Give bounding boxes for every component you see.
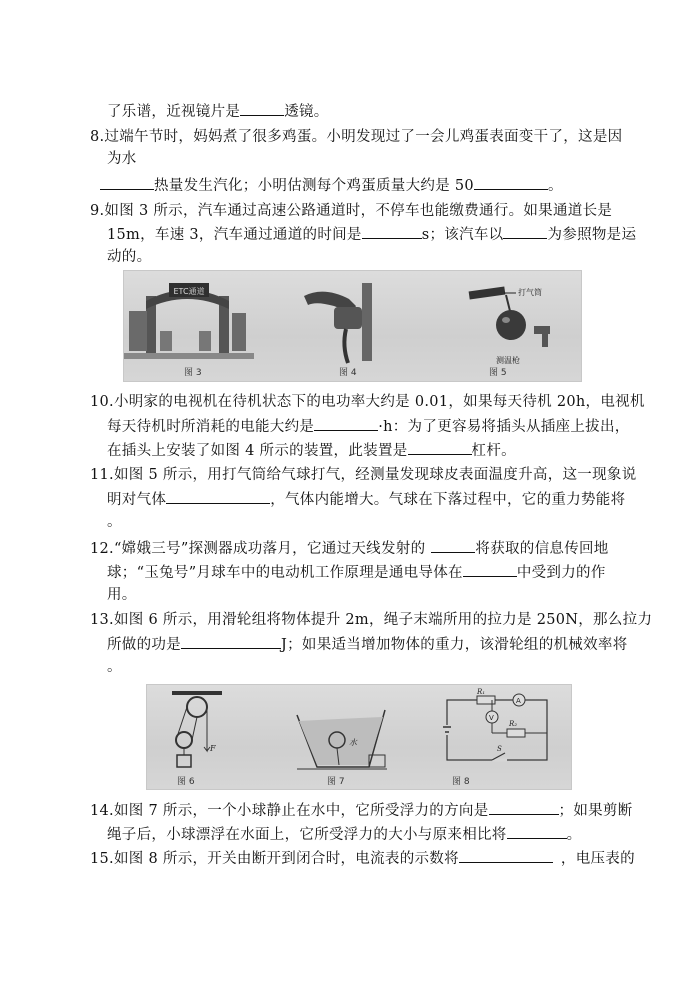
q15-blank-1[interactable] <box>459 848 553 863</box>
q14-line2 <box>107 824 581 845</box>
q13-text-a: 所做的功是 <box>107 637 181 653</box>
q9-line2 <box>107 224 636 245</box>
q11-text-a: 明对气体 <box>107 492 167 508</box>
fig4-plug-lever <box>304 283 372 378</box>
q11-line1: 11.如图 5 所示，用打气筒给气球打气，经测量发现球皮表面温度升高，这一现象说 <box>90 467 637 483</box>
gun-label: 测温枪 <box>496 356 520 365</box>
q9-text-c: 为参照物是运 <box>547 227 637 243</box>
q9-line1: 9.如图 3 所示，汽车通过高速公路通道时，不停车也能缴费通行。如果通道长是 <box>90 203 613 219</box>
q10-blank-1[interactable] <box>314 416 378 431</box>
q13-line3: 。 <box>107 659 122 675</box>
q9-blank-1[interactable] <box>362 224 422 239</box>
q10-line1: 10.小明家的电视机在待机状态下的电功率大约是 0.01，如果每天待机 20h，电视机 <box>90 394 645 410</box>
q13-blank-1[interactable] <box>181 634 281 649</box>
r1-label: R₁ <box>477 688 486 696</box>
q9-text-b: s；该汽车以 <box>421 227 504 243</box>
q12-blank-1[interactable] <box>431 538 475 553</box>
q14-text-d: 。 <box>566 827 582 843</box>
q10-blank-2[interactable] <box>408 440 472 455</box>
q9-text-a: 15m，车速 3，汽车通过通道的时间是 <box>107 227 362 243</box>
fig7-caption: 图 7 <box>327 777 345 787</box>
q7-tail-line <box>107 101 329 122</box>
q10-text-d: 杠杆。 <box>471 443 516 459</box>
q8-line3 <box>100 175 563 196</box>
figure-strip-3-4-5 <box>123 270 582 382</box>
q11-text-b: ，气体内能增大。气球在下落过程中，它的重力势能将 <box>270 492 626 508</box>
q7-text: 了乐谱，近视镜片是 <box>107 104 241 120</box>
fig6-pulley-system <box>172 691 222 787</box>
q15-line1 <box>90 848 635 869</box>
q12-text-a: 12.“嫦娥三号”探测器成功落月，它通过天线发射的 <box>90 541 426 557</box>
fig6-caption: 图 6 <box>177 777 195 787</box>
fig5-caption: 图 5 <box>489 368 507 378</box>
q9-line3: 动的。 <box>107 249 152 265</box>
q11-blank-1[interactable] <box>166 489 270 504</box>
fig7-ball-in-water <box>297 710 387 787</box>
q10-text-c: 在插头上安装了如图 4 所示的装置，此装置是 <box>107 443 408 459</box>
q11-line3: 。 <box>107 514 122 530</box>
fig8-caption: 图 8 <box>452 777 470 787</box>
q7-blank[interactable] <box>240 101 284 116</box>
q12-line1 <box>90 538 609 559</box>
q8-blank-1[interactable] <box>100 175 154 190</box>
q14-text-a: 14.如图 7 所示，一个小球静止在水中，它所受浮力的方向是 <box>90 803 489 819</box>
fig3-etc-gantry <box>124 283 254 378</box>
q8-line2: 为水 <box>107 151 137 167</box>
q12-text-c: 球；“玉兔号”月球车中的电动机工作原理是通电导体在 <box>107 565 463 581</box>
q14-text-b: ；如果剪断 <box>558 803 633 819</box>
q12-line3: 用。 <box>107 587 137 603</box>
r2-label: R₂ <box>509 720 518 728</box>
q10-line2 <box>107 416 630 437</box>
ammeter-label: A <box>516 697 521 705</box>
q9-blank-2[interactable] <box>503 224 547 239</box>
q15-text-a: 15.如图 8 所示，开关由断开到闭合时，电流表的示数将 <box>90 851 459 867</box>
fig8-circuit <box>443 688 547 787</box>
q10-text-a: 每天待机时所消耗的电能大约是 <box>107 419 315 435</box>
fig3-caption: 图 3 <box>184 368 202 378</box>
q13-line2 <box>107 634 628 655</box>
q14-line1 <box>90 800 633 821</box>
etc-sign-text: ETC通道 <box>173 287 205 296</box>
pump-label: 打气筒 <box>518 288 542 297</box>
q8-line1: 8.过端午节时，妈妈煮了很多鸡蛋。小明发现过了一会儿鸡蛋表面变干了，这是因 <box>90 129 623 145</box>
q12-text-b: 将获取的信息传回地 <box>475 541 609 557</box>
q14-blank-2[interactable] <box>507 824 567 839</box>
fig4-caption: 图 4 <box>339 368 357 378</box>
fig5-pump-balloon <box>469 287 550 378</box>
q8-line3-text: 热量发生汽化；小明估测每个鸡蛋质量大约是 50 <box>154 178 474 194</box>
water-label: 水 <box>349 738 357 747</box>
q8-line3-end: 。 <box>547 178 563 194</box>
q12-blank-2[interactable] <box>463 562 517 577</box>
q13-text-b: J；如果适当增加物体的重力，该滑轮组的机械效率将 <box>281 637 628 653</box>
q14-blank-1[interactable] <box>489 800 559 815</box>
voltmeter-label: V <box>489 714 494 722</box>
q15-text-b: ，电压表的 <box>560 851 635 867</box>
switch-label: S <box>497 745 502 753</box>
q11-line2 <box>107 489 625 510</box>
figure-strip-6-7-8 <box>146 684 572 790</box>
q8-blank-2[interactable] <box>474 175 548 190</box>
q13-line1: 13.如图 6 所示，用滑轮组将物体提升 2m，绳子末端所用的拉力是 250N，那么拉力 <box>90 612 653 628</box>
q7-after: 透镜。 <box>284 104 329 120</box>
q10-text-b: ·h：为了更容易将插头从插座上拔出， <box>378 419 630 435</box>
q12-line2 <box>107 562 606 583</box>
force-label: F <box>210 744 216 753</box>
q12-text-d: 中受到力的作 <box>516 565 606 581</box>
q14-text-c: 绳子后，小球漂浮在水面上，它所受浮力的大小与原来相比将 <box>107 827 507 843</box>
q10-line3 <box>107 440 516 461</box>
